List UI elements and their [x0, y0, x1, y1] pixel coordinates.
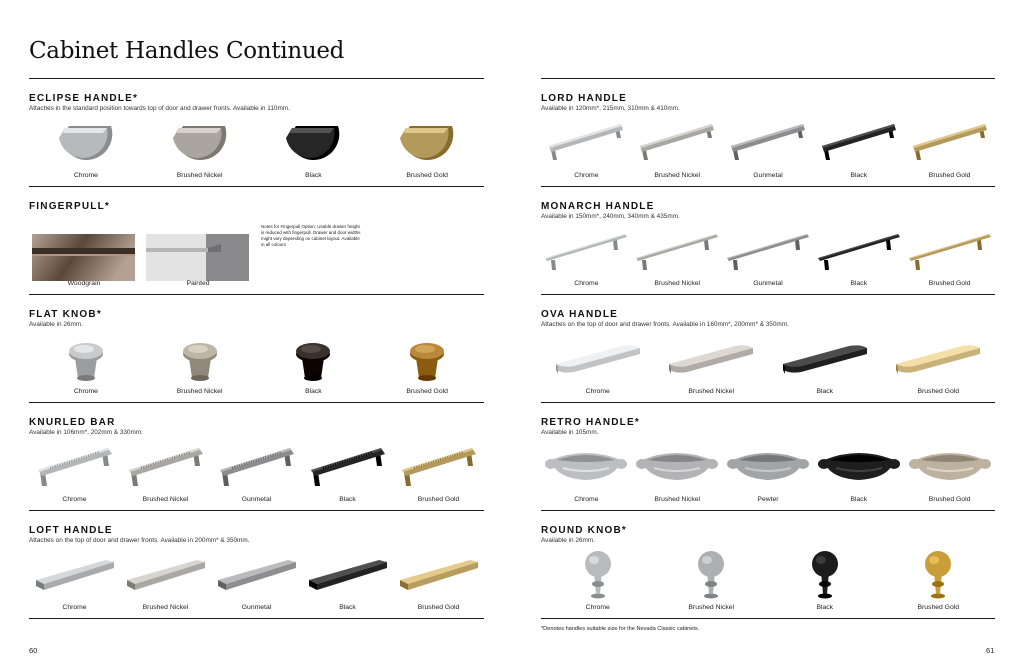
section-title: ECLIPSE HANDLE*	[29, 93, 139, 104]
section-title: MONARCH HANDLE	[541, 201, 655, 212]
round-knob-icon-shape	[591, 594, 605, 599]
flat-knob-icon-shape	[304, 375, 322, 381]
product-row	[29, 116, 484, 180]
section-title: ROUND KNOB*	[541, 525, 627, 536]
product-label: Chrome	[574, 172, 599, 179]
product-item	[29, 440, 120, 504]
eclipse-handle-icon-shape	[63, 128, 107, 133]
knurled-bar-icon	[212, 442, 302, 492]
eclipse-handle-icon	[268, 118, 358, 166]
page-number-right: 61	[986, 646, 995, 655]
product-item	[541, 440, 632, 504]
product-item	[393, 440, 484, 504]
left-column	[29, 78, 484, 618]
monarch-handle-icon-shape	[551, 260, 556, 270]
product-label: Black	[850, 172, 868, 179]
product-label: Black	[339, 496, 356, 503]
product-row	[541, 116, 995, 180]
eclipse-handle-icon	[382, 118, 472, 166]
cup-handle-icon	[723, 442, 813, 492]
product-label: Chrome	[62, 604, 87, 611]
monarch-handle-icon-shape	[909, 234, 990, 259]
product-item	[904, 440, 995, 504]
product-item	[541, 548, 655, 612]
section-description: Available in 106mm*, 202mm & 330mm.	[29, 429, 143, 436]
section	[541, 402, 995, 510]
monarch-handle-icon-shape	[915, 260, 920, 270]
round-knob-icon	[666, 550, 756, 600]
knurled-bar-icon	[121, 442, 211, 492]
round-knob-icon-shape	[819, 581, 831, 587]
round-knob-icon	[780, 550, 870, 600]
monarch-handle-icon-shape	[642, 260, 647, 270]
product-label: Brushed Nickel	[176, 172, 223, 179]
product-item	[370, 116, 484, 180]
cup-handle-icon	[905, 442, 995, 492]
round-knob-icon-shape	[592, 581, 604, 587]
product-item	[632, 440, 723, 504]
woodgrain-fingerpull-icon	[32, 234, 135, 281]
lord-handle-icon	[814, 118, 904, 168]
round-knob-icon-shape	[929, 556, 939, 564]
product-item	[723, 440, 814, 504]
round-knob-icon	[893, 550, 983, 600]
flat-knob-icon-shape	[301, 345, 321, 353]
round-knob-icon-shape	[704, 594, 718, 599]
product-label: Black	[305, 172, 322, 179]
round-knob-icon-shape	[816, 556, 826, 564]
lord-handle-icon	[541, 118, 631, 168]
product-label: Brushed Gold	[417, 496, 460, 503]
product-item	[813, 440, 904, 504]
product-label: Black	[850, 496, 868, 503]
product-item	[370, 332, 484, 396]
lord-handle-icon-shape	[731, 124, 804, 148]
product-label: Pewter	[757, 496, 779, 503]
ova-handle-icon-shape	[669, 348, 753, 373]
monarch-handle-icon-shape	[818, 234, 899, 259]
cup-handle-icon	[632, 442, 722, 492]
section-description: Available in 150mm*, 240mm, 340mm & 435mm.	[541, 213, 680, 220]
loft-handle-icon-shape	[36, 560, 114, 584]
product-row	[29, 224, 484, 288]
flat-knob-icon-shape	[74, 345, 94, 353]
ova-handle-icon-shape	[896, 348, 980, 373]
round-knob-icon	[553, 550, 643, 600]
product-item	[768, 548, 882, 612]
product-item	[632, 224, 723, 288]
loft-handle-icon	[121, 550, 211, 598]
right-column	[541, 78, 995, 618]
product-label: Chrome	[574, 496, 599, 503]
monarch-handle-icon-shape	[733, 260, 738, 270]
flat-knob-icon-shape	[188, 345, 208, 353]
product-label: Brushed Gold	[928, 280, 971, 287]
lord-handle-icon-shape	[913, 124, 986, 148]
section	[29, 510, 484, 618]
flat-knob-icon-shape	[415, 345, 435, 353]
product-item	[632, 116, 723, 180]
loft-handle-icon	[30, 550, 120, 598]
flat-knob-icon-shape	[191, 375, 209, 381]
ova-handle-icon	[775, 334, 875, 382]
section-title: RETRO HANDLE*	[541, 417, 640, 428]
round-knob-icon-shape	[932, 581, 944, 587]
loft-handle-icon	[303, 550, 393, 598]
monarch-handle-icon-shape	[824, 260, 829, 270]
fingerpull-note: Notes for Fingerpull Option: Usable drawer height is reduced with fingerpull. Drawer and door widths might vary depending on cabinet layout. Available in all colours	[261, 224, 361, 247]
product-item	[768, 332, 882, 396]
product-item	[655, 548, 769, 612]
product-item	[541, 224, 632, 288]
product-label: Gunmetal	[753, 172, 783, 179]
divider	[541, 618, 995, 619]
section-title: LOFT HANDLE	[29, 525, 113, 536]
monarch-handle-icon-shape	[727, 234, 808, 259]
product-item	[882, 332, 996, 396]
section-title: KNURLED BAR	[29, 417, 116, 428]
product-item	[211, 440, 302, 504]
product-item	[29, 224, 139, 288]
monarch-handle-icon-shape	[886, 240, 891, 250]
knurled-bar-icon-shape	[38, 448, 109, 472]
product-label: Brushed Nickel	[176, 388, 223, 395]
knurled-bar-icon-shape	[129, 448, 200, 472]
footnote: *Denotes handles suitable size for the Nevada Classic cabinets.	[541, 626, 700, 632]
section-description: Attaches on the top of door and drawer fronts. Available in 160mm*, 200mm* & 350mm.	[541, 321, 789, 328]
product-label: Brushed Nickel	[688, 388, 735, 395]
product-row	[541, 548, 995, 612]
product-label: Chrome	[73, 388, 98, 395]
product-label: Painted	[186, 280, 210, 287]
section	[541, 294, 995, 402]
product-row	[29, 332, 484, 396]
section-description: Attaches in the standard position towards top of door and drawer fronts. Available in 110mm.	[29, 105, 290, 112]
product-item	[120, 548, 211, 612]
product-label: Black	[305, 388, 322, 395]
page-title: Cabinet Handles Continued	[29, 38, 345, 64]
product-label: Black	[850, 280, 868, 287]
loft-handle-icon	[394, 550, 484, 598]
product-row	[29, 440, 484, 504]
product-label: Brushed Nickel	[142, 496, 189, 503]
section	[29, 402, 484, 510]
section-description: Attaches on the top of door and drawer fronts. Available in 200mm* & 350mm.	[29, 537, 250, 544]
product-label: Brushed Gold	[417, 604, 460, 611]
product-item	[29, 548, 120, 612]
product-label: Gunmetal	[753, 280, 783, 287]
loft-handle-icon-shape	[218, 560, 296, 584]
product-label: Chrome	[62, 496, 87, 503]
product-label: Black	[816, 604, 834, 611]
monarch-handle-icon	[632, 226, 722, 276]
section-title: FLAT KNOB*	[29, 309, 102, 320]
product-label: Chrome	[585, 604, 610, 611]
lord-handle-icon-shape	[822, 124, 895, 148]
round-knob-icon-shape	[589, 556, 599, 564]
ova-handle-icon	[661, 334, 761, 382]
knurled-bar-icon	[30, 442, 120, 492]
page-number-left: 60	[29, 646, 38, 655]
section	[29, 78, 484, 186]
ova-handle-icon-shape	[783, 348, 867, 373]
round-knob-icon-shape	[812, 551, 838, 577]
product-label: Black	[339, 604, 356, 611]
monarch-handle-icon-shape	[613, 240, 618, 250]
product-item	[393, 548, 484, 612]
product-item	[882, 548, 996, 612]
loft-handle-icon-shape	[400, 560, 478, 584]
product-item	[143, 224, 253, 288]
lord-handle-icon	[723, 118, 813, 168]
loft-handle-icon-shape	[127, 560, 205, 584]
product-item	[29, 116, 143, 180]
product-row	[541, 224, 995, 288]
knurled-bar-icon	[303, 442, 393, 492]
product-item	[257, 116, 371, 180]
product-label: Brushed Gold	[928, 172, 971, 179]
flat-knob-icon	[382, 334, 472, 384]
knurled-bar-icon	[394, 442, 484, 492]
ova-handle-icon	[888, 334, 988, 382]
product-label: Gunmetal	[241, 604, 272, 611]
loft-handle-icon-shape	[309, 560, 387, 584]
product-label: Brushed Nickel	[688, 604, 735, 611]
flat-knob-icon-shape	[77, 375, 95, 381]
product-item	[211, 548, 302, 612]
loft-handle-icon	[212, 550, 302, 598]
product-label: Brushed Nickel	[654, 496, 701, 503]
painted-fingerpull-icon	[146, 234, 249, 281]
section	[541, 78, 995, 186]
knurled-bar-icon-shape	[311, 448, 382, 472]
product-label: Gunmetal	[241, 496, 272, 503]
lord-handle-icon-shape	[640, 124, 713, 148]
monarch-handle-icon	[814, 226, 904, 276]
product-label: Brushed Gold	[917, 604, 960, 611]
ova-handle-icon-shape	[556, 348, 640, 373]
knurled-bar-icon-shape	[402, 448, 473, 472]
product-label: Chrome	[585, 388, 610, 395]
eclipse-handle-icon-shape	[404, 128, 448, 133]
monarch-handle-icon	[723, 226, 813, 276]
monarch-handle-icon-shape	[545, 234, 626, 259]
lord-handle-icon-shape	[549, 124, 622, 148]
product-label: Black	[816, 388, 834, 395]
product-label: Brushed Nickel	[142, 604, 189, 611]
product-row	[29, 548, 484, 612]
flat-knob-icon	[268, 334, 358, 384]
section	[29, 294, 484, 402]
product-item	[257, 332, 371, 396]
cup-handle-icon	[814, 442, 904, 492]
section-description: Available in 120mm*, 215mm, 310mm & 410mm.	[541, 105, 680, 112]
section-title: FINGERPULL*	[29, 201, 110, 212]
eclipse-handle-icon	[155, 118, 245, 166]
monarch-handle-icon-shape	[977, 240, 982, 250]
round-knob-icon-shape	[931, 594, 945, 599]
product-label: Brushed Gold	[917, 388, 960, 395]
ova-handle-icon	[548, 334, 648, 382]
flat-knob-icon	[155, 334, 245, 384]
monarch-handle-icon-shape	[636, 234, 717, 259]
product-label: Woodgrain	[67, 280, 101, 287]
eclipse-handle-icon-shape	[290, 128, 334, 133]
monarch-handle-icon-shape	[795, 240, 800, 250]
product-item	[904, 116, 995, 180]
product-label: Brushed Nickel	[654, 172, 701, 179]
round-knob-icon-shape	[702, 556, 712, 564]
divider	[29, 618, 484, 619]
product-item	[813, 224, 904, 288]
section-description: Available in 26mm.	[29, 321, 83, 328]
product-item	[29, 332, 143, 396]
product-label: Chrome	[73, 172, 98, 179]
round-knob-icon-shape	[818, 594, 832, 599]
eclipse-handle-icon-shape	[177, 128, 221, 133]
product-row	[541, 440, 995, 504]
round-knob-icon-shape	[698, 551, 724, 577]
monarch-handle-icon	[541, 226, 631, 276]
product-row	[541, 332, 995, 396]
eclipse-handle-icon	[41, 118, 131, 166]
round-knob-icon-shape	[705, 581, 717, 587]
flat-knob-icon	[41, 334, 131, 384]
monarch-handle-icon-shape	[704, 240, 709, 250]
section	[541, 510, 995, 618]
monarch-handle-icon	[905, 226, 995, 276]
product-item	[143, 332, 257, 396]
product-item	[813, 116, 904, 180]
product-label: Brushed Nickel	[654, 280, 701, 287]
section-title: LORD HANDLE	[541, 93, 627, 104]
product-item	[541, 332, 655, 396]
product-label: Brushed Gold	[928, 496, 971, 503]
product-item	[302, 440, 393, 504]
section-description: Available in 26mm.	[541, 537, 595, 544]
product-item	[723, 224, 814, 288]
product-item	[655, 332, 769, 396]
product-item	[904, 224, 995, 288]
round-knob-icon-shape	[585, 551, 611, 577]
section	[29, 186, 484, 294]
product-item	[723, 116, 814, 180]
cup-handle-icon	[541, 442, 631, 492]
lord-handle-icon	[905, 118, 995, 168]
round-knob-icon-shape	[925, 551, 951, 577]
product-label: Brushed Gold	[406, 172, 448, 179]
knurled-bar-icon-shape	[220, 448, 291, 472]
product-item	[143, 116, 257, 180]
section-description: Available in 105mm.	[541, 429, 599, 436]
product-item	[120, 440, 211, 504]
product-item	[541, 116, 632, 180]
product-label: Brushed Gold	[406, 388, 448, 395]
section-title: OVA HANDLE	[541, 309, 618, 320]
flat-knob-icon-shape	[418, 375, 436, 381]
product-label: Chrome	[574, 280, 599, 287]
section	[541, 186, 995, 294]
lord-handle-icon	[632, 118, 722, 168]
product-item	[302, 548, 393, 612]
